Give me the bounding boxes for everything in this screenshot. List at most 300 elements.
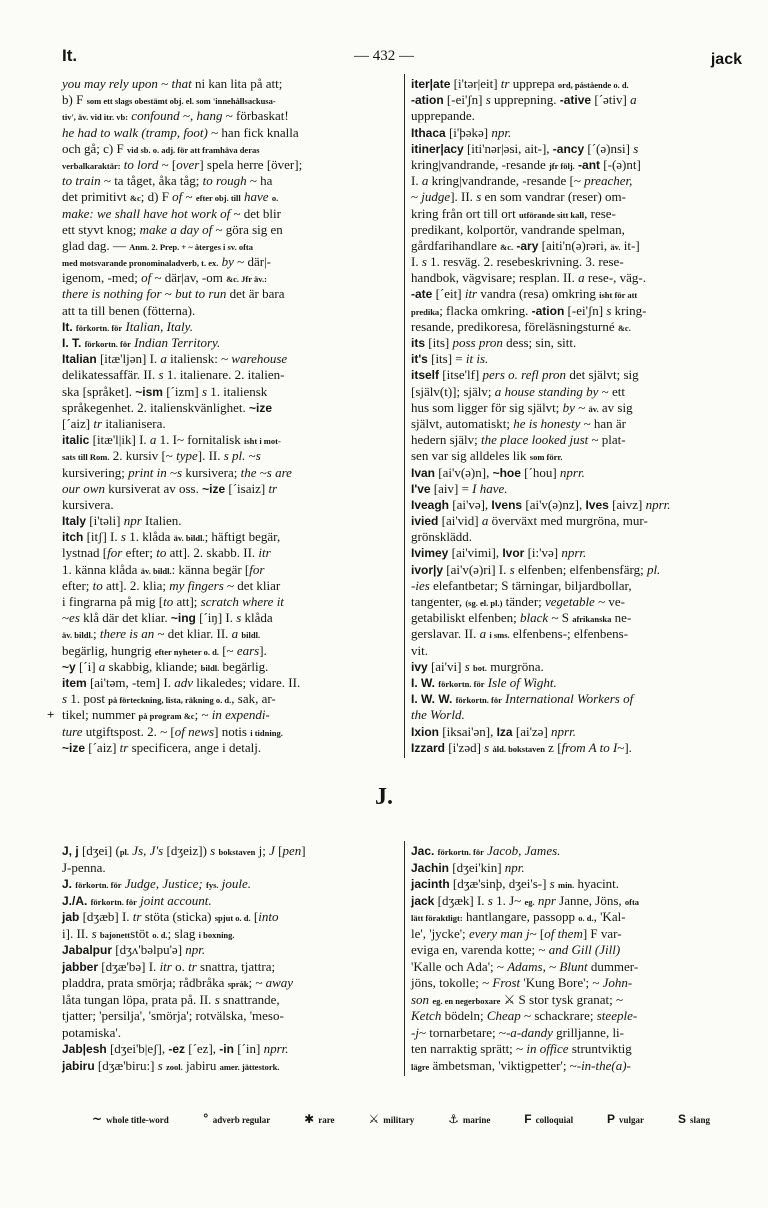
entry-line: [411, 319, 744, 335]
italic-phrase: of: [141, 270, 152, 286]
headword: Ivimey: [411, 546, 449, 561]
italic-phrase: s: [509, 561, 515, 577]
entry-line: [411, 270, 744, 286]
headword: J.: [62, 877, 73, 891]
line-content: [411, 610, 631, 627]
entry-line: [411, 893, 744, 910]
italic-phrase: s: [606, 302, 612, 318]
entry-line: [62, 157, 398, 173]
line-content: [411, 513, 648, 529]
line-content: [62, 545, 271, 561]
text: snattrande,: [219, 991, 280, 1007]
italic-phrase: s pl.: [223, 448, 246, 464]
text: tjatter; 'persilja', 'smörja'; rotvälska, 'meso-: [62, 1008, 284, 1023]
text: skabbig, kliande;: [105, 658, 201, 674]
entry-line: [62, 481, 398, 497]
usage-note: förkortn. för: [75, 322, 123, 333]
text: i fingrarna på mig [: [62, 594, 164, 609]
entry-line: [62, 876, 398, 893]
right-column-bottom: [411, 843, 744, 1074]
entry-line: [411, 76, 744, 92]
text: [ˊiŋ] I.: [195, 610, 237, 626]
text: hyacint.: [574, 876, 620, 891]
headword: Italy: [62, 514, 87, 529]
italic-phrase: have: [244, 189, 269, 205]
text: det primitivt: [62, 189, 130, 205]
text: italianisera.: [102, 415, 166, 431]
italic-phrase: npr.: [491, 124, 512, 140]
line-content: [411, 992, 623, 1010]
text: lystnad [: [62, 545, 108, 561]
italic-phrase: to lord: [123, 156, 159, 172]
text: 1. känna klåda: [62, 561, 141, 577]
italic-phrase: he is honesty: [513, 415, 581, 431]
star-icon: ✱: [304, 1112, 315, 1126]
entry-line: [411, 125, 744, 141]
usage-note: äv.: [610, 241, 621, 252]
line-content: [411, 432, 626, 448]
headword: -ant: [578, 157, 601, 172]
text: kring från ort till ort: [411, 205, 519, 221]
text: [ai'təm, -tem] I.: [86, 674, 175, 690]
line-content: [411, 675, 557, 692]
entry-line: [411, 238, 744, 254]
text: ~ förbaskat!: [222, 108, 289, 124]
text: kursivera;: [182, 464, 241, 480]
text: ; ~: [194, 707, 212, 723]
entry-line: [411, 610, 744, 626]
italic-phrase: nprr.: [263, 1041, 289, 1056]
entry-line: [411, 1008, 744, 1025]
usage-note: o. d.: [152, 929, 168, 940]
text: delikatessaffär. II.: [62, 367, 159, 383]
line-content: [411, 691, 633, 708]
line-content: [62, 141, 260, 158]
text: [itæ'ljən] I.: [96, 351, 161, 367]
entry-line: [62, 1008, 398, 1025]
usage-note: predika: [411, 306, 440, 317]
text: ska [språket].: [62, 383, 136, 399]
text: [~: [218, 642, 237, 658]
line-content: [411, 286, 637, 303]
entry-line: [62, 76, 398, 92]
entry-line: [411, 254, 744, 270]
text: efter;: [122, 545, 157, 561]
entry-line: [411, 173, 744, 189]
text: tänder;: [502, 594, 546, 609]
headword: jabiru: [62, 1058, 95, 1073]
entry-line: [62, 173, 398, 189]
text: [i'þəkə]: [445, 124, 492, 140]
entry-line: [411, 959, 744, 976]
usage-note: bildl.: [241, 630, 261, 641]
entry-line: [411, 416, 744, 432]
usage-note: amer. jättestork.: [219, 1061, 280, 1072]
line-content: [411, 893, 639, 911]
italic-phrase: type: [176, 448, 198, 464]
line-content: [62, 92, 276, 109]
entry-line: [62, 303, 398, 319]
text: Italien.: [141, 513, 182, 529]
headword: Izzard: [411, 740, 446, 755]
headword: ~y: [62, 659, 76, 674]
italic-phrase: scratch where it: [200, 594, 284, 609]
usage-note: i boxning.: [198, 929, 235, 940]
line-content: [62, 254, 271, 271]
column-divider: [404, 74, 405, 758]
text: kursivering;: [62, 464, 129, 480]
line-content: [62, 529, 280, 546]
text: ~ han fick knalla: [207, 124, 299, 140]
text: I.: [411, 173, 422, 189]
text: 2. kursiv [~: [109, 448, 177, 464]
headword: Ivens: [491, 497, 523, 512]
text: kring|vandrande, -resande: [411, 156, 549, 172]
entry-line: [411, 367, 744, 383]
entry-line: [411, 562, 744, 578]
italic-phrase: -j: [411, 1024, 419, 1040]
line-content: [411, 108, 475, 124]
headword: ~hoe: [492, 465, 521, 480]
running-head-right: jack: [710, 51, 742, 68]
text: [ˊaiz]: [85, 739, 120, 755]
entry-line: [411, 513, 744, 529]
italic-phrase: a: [578, 270, 585, 286]
text: [ai'v(ə)n],: [435, 464, 493, 480]
usage-note: isht i mot-: [243, 436, 281, 447]
slang-mark: S: [677, 1112, 686, 1126]
text: [dʒæb] I.: [79, 909, 133, 924]
usage-note: fys.: [206, 880, 219, 890]
text: b) F: [62, 92, 87, 108]
text: snattra, tjattra;: [196, 958, 276, 974]
italic-phrase: to train: [62, 173, 101, 189]
line-content: [411, 1008, 637, 1025]
line-content: [411, 942, 620, 959]
text: ~ S: [548, 610, 573, 626]
entry-line: [411, 545, 744, 561]
line-content: [411, 740, 632, 757]
italic-phrase: s: [214, 991, 220, 1007]
text: vit.: [411, 642, 428, 658]
headword: Iveagh: [411, 497, 450, 512]
text: upprepning.: [490, 92, 560, 108]
text: ~: [62, 610, 70, 626]
line-content: [62, 626, 260, 643]
italic-phrase: s: [158, 367, 164, 383]
text: predikant, kolportör, vandrande spelman,: [411, 221, 625, 237]
text: i]. II.: [62, 925, 92, 941]
entry-line: [62, 432, 398, 448]
entry-line: [62, 513, 398, 529]
entry-line: [411, 497, 744, 513]
line-content: [411, 206, 616, 223]
italic-phrase: you may rely upon: [62, 76, 158, 91]
text: ]. II.: [450, 189, 477, 205]
text: klåda: [241, 610, 273, 626]
line-content: [62, 1025, 121, 1042]
italic-phrase: nprr.: [559, 464, 585, 480]
italic-phrase: the World.: [411, 707, 465, 723]
usage-note: min.: [557, 880, 575, 890]
italic-phrase: John-: [602, 975, 633, 990]
usage-note: verbalkaraktär:: [62, 160, 121, 171]
headword: its: [411, 336, 426, 350]
text: [dʒeiz]): [163, 843, 211, 858]
italic-phrase: a: [98, 658, 106, 674]
italic-phrase: tr: [132, 909, 142, 924]
usage-note: isht för att: [599, 290, 638, 301]
legend-label: marine: [462, 1115, 491, 1125]
line-content: [411, 1058, 631, 1076]
line-content: [62, 335, 220, 352]
text: ~: [166, 464, 178, 480]
entry-line: [62, 959, 398, 976]
entry-line: [62, 384, 398, 400]
text: struntviktig: [568, 1041, 632, 1056]
entry-line: [411, 286, 744, 302]
italic-phrase: for: [249, 561, 265, 577]
line-content: [411, 384, 625, 400]
headword: ivor|y: [411, 562, 444, 577]
entry-line: [62, 740, 398, 756]
italic-phrase: tr: [119, 739, 129, 755]
line-content: [411, 222, 625, 238]
text: ] notis: [214, 723, 251, 739]
text: [aivz]: [608, 496, 646, 512]
entry-line: [62, 125, 398, 141]
italic-phrase: in expendi-: [211, 707, 270, 723]
line-content: [411, 659, 544, 676]
entry-line: [62, 465, 398, 481]
text: [iksai'ən],: [439, 723, 497, 739]
italic-phrase: npr.: [504, 859, 525, 875]
italic-phrase: of news: [174, 723, 215, 739]
line-content: [411, 1025, 624, 1042]
usage-note: vid sb. o. adj. för att framhäva deras: [126, 144, 260, 155]
text: det är bara: [226, 286, 285, 302]
usage-note: spjut o. d.: [214, 913, 251, 923]
legend-label: whole title-word: [106, 1115, 169, 1125]
line-content: [411, 351, 488, 367]
line-content: [62, 610, 273, 626]
italic-phrase: make a day of: [139, 221, 213, 237]
entry-line: [62, 222, 398, 238]
italic-phrase: Jacob, James.: [487, 843, 561, 858]
line-content: [411, 157, 641, 174]
text: [dʒʌ'bəlpu'ə]: [112, 942, 186, 957]
italic-phrase: preacher,: [584, 173, 633, 189]
text: ~ schackrare;: [520, 1008, 597, 1023]
usage-note: lätt föraktligt:: [411, 913, 463, 923]
usage-note: sats till Rom.: [62, 452, 110, 463]
text: stöta (sticka): [141, 909, 215, 924]
line-content: [411, 367, 639, 383]
italic-phrase: J: [269, 843, 275, 858]
line-content: [62, 724, 283, 741]
swung-dash-icon: ~: [92, 1112, 103, 1126]
line-content: [62, 909, 278, 927]
italic-phrase: the place looked just: [481, 432, 589, 448]
entry-line: [411, 351, 744, 367]
text: gerslavar. II.: [411, 626, 480, 642]
usage-note: eg. en negerboxare: [432, 995, 501, 1006]
line-content: [62, 108, 289, 125]
headword: I. W.: [411, 675, 435, 690]
italic-phrase: itr: [258, 545, 271, 561]
line-content: [411, 562, 660, 578]
entry-line: [411, 465, 744, 481]
line-content: [411, 189, 626, 205]
headword: It.: [62, 319, 73, 334]
italic-phrase: s: [210, 843, 216, 858]
italic-phrase: for: [107, 545, 123, 561]
usage-note: efter nyheter o. d.: [154, 646, 219, 657]
text: det självt; sig: [566, 367, 639, 383]
line-content: [62, 740, 261, 756]
entry-line: [411, 529, 744, 545]
entry-line: [62, 860, 398, 877]
entry-line: [411, 189, 744, 205]
text: it-]: [620, 237, 640, 253]
line-content: [411, 975, 632, 992]
text: ~ ta tåget, åka tåg;: [100, 173, 203, 189]
headword: it's: [411, 352, 428, 367]
line-content: [411, 545, 586, 561]
text: ;: [92, 626, 100, 642]
usage-note: med motsvarande pronominaladverb, t. ex.: [62, 258, 219, 269]
entry-line: [62, 108, 398, 124]
usage-note: som ett slags obestämt obj. el. som 'innehållsackusa-: [86, 96, 276, 107]
usage-note: förkortn. för: [438, 678, 485, 689]
text: [-(ə)nt]: [600, 156, 641, 172]
headword: iter|ate: [411, 77, 451, 91]
italic-phrase: s are: [266, 464, 292, 480]
text: ~ han är: [580, 415, 626, 431]
entry-line: [62, 545, 398, 561]
italic-phrase: International Workers of: [505, 691, 634, 707]
text: [dʒæ'bə] I.: [98, 958, 160, 974]
legend-label: rare: [318, 1115, 335, 1125]
text: le', 'jycke';: [411, 925, 469, 941]
italic-phrase: s: [255, 448, 261, 464]
text: ~ ha: [246, 173, 273, 189]
italic-phrase: s: [91, 925, 97, 941]
line-content: [411, 707, 465, 723]
legend-item: [607, 1112, 644, 1126]
section-letter-heading: J.: [375, 784, 393, 810]
italic-phrase: nprr.: [551, 723, 576, 739]
headword: ivy: [411, 659, 428, 674]
italic-phrase: confound: [131, 108, 180, 124]
entry-line: [62, 610, 398, 626]
italic-phrase: poss pron: [452, 335, 503, 350]
line-content: [411, 254, 624, 270]
line-content: [62, 926, 235, 944]
line-content: [411, 497, 671, 513]
headword: Jac.: [411, 844, 435, 858]
text: ~: [574, 399, 589, 415]
text: [dʒei'kin]: [449, 859, 505, 875]
entry-line: [62, 675, 398, 691]
text: hus som ligger för sig självt;: [411, 399, 563, 415]
italic-phrase: over: [176, 156, 200, 172]
text: [ˊətiv]: [591, 92, 631, 108]
entry-line: [62, 286, 398, 302]
headword: ~ism: [135, 384, 163, 399]
text: Janne, Jöns,: [555, 892, 625, 908]
italic-phrase: by: [562, 399, 575, 415]
text: ⚔ S stor tysk granat; ~: [500, 991, 624, 1007]
text: att]. 2. klia;: [102, 577, 170, 593]
italic-phrase: my fingers: [169, 577, 224, 593]
headword: itiner|acy: [411, 141, 464, 156]
italic-phrase: nprr.: [645, 496, 671, 512]
italic-phrase: a: [421, 173, 429, 189]
italic-phrase: s: [236, 610, 242, 626]
entry-line: [62, 1041, 398, 1058]
text: ~ plat-: [588, 432, 626, 448]
line-content: [411, 238, 640, 255]
usage-note: bokstaven: [218, 847, 256, 857]
entry-line: [411, 1058, 744, 1075]
line-content: [62, 1008, 284, 1025]
usage-note: &c: [129, 193, 141, 204]
italic-phrase: s: [201, 383, 208, 399]
text: ~: [245, 448, 256, 464]
headword: itch: [62, 530, 84, 545]
line-content: [411, 400, 633, 417]
entry-line: [411, 992, 744, 1009]
italic-phrase: s: [120, 529, 126, 545]
text: resande, predikoresa, föreläsningsturné: [411, 318, 618, 334]
text: jabiru: [182, 1057, 220, 1073]
text: begärlig.: [219, 658, 269, 674]
headword: Iza: [496, 724, 513, 739]
italic-phrase: s: [62, 691, 68, 707]
entry-line: [411, 157, 744, 173]
headword: jab: [62, 910, 80, 924]
text: dummer-: [587, 958, 639, 974]
italic-phrase: a: [160, 351, 167, 367]
text: ]: [301, 843, 306, 858]
entry-line: [62, 578, 398, 594]
italic-phrase: es: [69, 610, 80, 626]
italic-phrase: black: [520, 610, 549, 626]
italic-phrase: to: [92, 577, 103, 593]
usage-note: på program &c: [138, 711, 195, 722]
usage-note: ord, påstående o. d.: [557, 80, 629, 90]
entry-line: [62, 659, 398, 675]
line-content: [62, 76, 282, 92]
italic-phrase: there is nothing for: [62, 286, 162, 302]
italic-phrase: hang: [196, 108, 223, 124]
running-head-left: It.: [62, 46, 78, 65]
text: grönsklädd.: [411, 529, 473, 545]
text: kring|vandrande, -resande [~: [428, 173, 585, 189]
text: ni kan lita på att;: [191, 76, 283, 91]
text: [ˊ(ə)nsi]: [584, 140, 634, 156]
text: självt, automatiskt;: [411, 415, 514, 431]
entry-line: [411, 594, 744, 610]
entry-line: [411, 206, 744, 222]
line-content: [411, 465, 585, 481]
italic-phrase: -in-the(a)-: [576, 1057, 631, 1073]
text: getabiliskt elfenben;: [411, 610, 521, 626]
text: [själv(t)]; själv;: [411, 383, 495, 399]
text: , sak, ar-: [231, 691, 276, 707]
text: ~ det blir: [230, 205, 281, 221]
